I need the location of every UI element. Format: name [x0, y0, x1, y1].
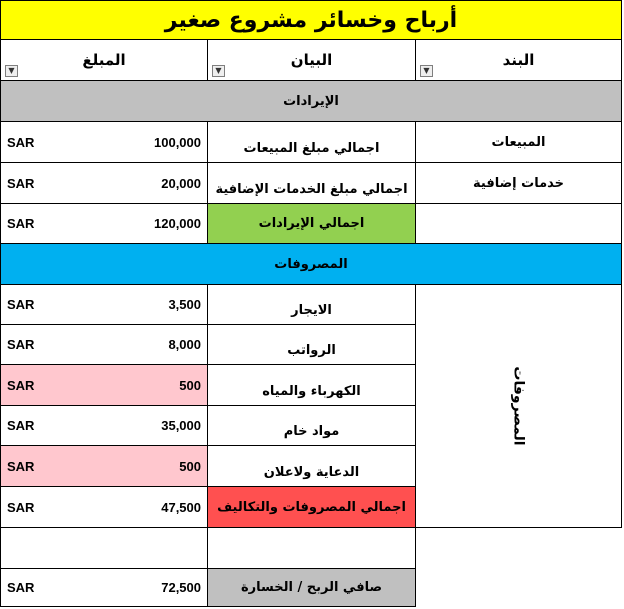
description-cell[interactable] [207, 121, 416, 163]
item-cell[interactable] [415, 162, 622, 204]
amount-value: 72,500 [161, 580, 201, 595]
currency-label: SAR [7, 297, 35, 312]
description-text: اجمالي المصروفات والتكاليف [217, 499, 406, 515]
description-text: الدعاية ولاعلان [263, 464, 360, 480]
amount-value: 120,000 [154, 216, 201, 231]
currency-label: SAR [7, 216, 35, 231]
currency-label: SAR [7, 499, 35, 515]
amount-cell[interactable] [0, 203, 208, 244]
expense-total-cell[interactable] [207, 486, 416, 528]
amount-cell[interactable] [0, 284, 208, 325]
amount-cell[interactable] [0, 364, 208, 406]
amount-value: 47,500 [161, 499, 201, 515]
expenses-item-cell[interactable] [415, 284, 622, 528]
description-cell[interactable] [207, 284, 416, 325]
amount-value: 8,000 [168, 337, 201, 352]
header-amount-label: المبلغ [82, 51, 126, 69]
description-text: الايجار [291, 303, 332, 318]
amount-value: 20,000 [161, 175, 201, 191]
sheet-title: أرباح وخسائر مشروع صغير [0, 0, 622, 40]
header-item[interactable] [415, 39, 622, 81]
description-text: الرواتب [287, 343, 336, 358]
description-cell[interactable] [207, 445, 416, 487]
amount-cell[interactable] [0, 121, 208, 163]
amount-cell[interactable] [0, 486, 208, 528]
empty-cell[interactable] [207, 527, 416, 569]
amount-cell[interactable] [0, 162, 208, 204]
amount-cell[interactable] [0, 568, 208, 607]
amount-value: 500 [179, 458, 201, 474]
filter-dropdown-icon[interactable]: ▼ [5, 65, 18, 77]
description-cell[interactable] [207, 364, 416, 406]
amount-value: 500 [179, 377, 201, 393]
revenues-section-header: الإيرادات [0, 80, 622, 122]
filter-dropdown-icon[interactable]: ▼ [420, 65, 433, 77]
header-description-label: البيان [290, 51, 333, 69]
currency-label: SAR [7, 418, 35, 433]
description-text: مواد خام [283, 424, 340, 439]
net-profit-cell[interactable] [207, 568, 416, 607]
amount-value: 3,500 [168, 297, 201, 312]
amount-value: 100,000 [154, 134, 201, 150]
description-text: الكهرباء والمياه [262, 383, 361, 399]
item-text: خدمات إضافية [473, 175, 564, 191]
header-description[interactable] [207, 39, 416, 81]
description-text: اجمالي مبلغ الخدمات الإضافية [215, 181, 408, 197]
amount-cell[interactable] [0, 405, 208, 446]
description-cell[interactable] [207, 405, 416, 446]
revenue-total-cell[interactable] [207, 203, 416, 244]
amount-value: 35,000 [161, 418, 201, 433]
currency-label: SAR [7, 377, 35, 393]
item-cell[interactable] [415, 121, 622, 163]
description-cell[interactable] [207, 162, 416, 204]
filter-dropdown-icon[interactable]: ▼ [212, 65, 225, 77]
description-cell[interactable] [207, 324, 416, 365]
item-text: المبيعات [491, 134, 546, 150]
currency-label: SAR [7, 337, 35, 352]
description-text: اجمالي الإيرادات [258, 216, 365, 231]
header-amount[interactable] [0, 39, 208, 81]
description-text: صافي الربح / الخسارة [240, 580, 383, 595]
header-item-label: البند [502, 51, 535, 69]
currency-label: SAR [7, 175, 35, 191]
empty-cell[interactable] [0, 527, 208, 569]
expenses-section-header: المصروفات [0, 243, 622, 285]
item-cell[interactable] [415, 203, 622, 244]
amount-cell[interactable] [0, 324, 208, 365]
currency-label: SAR [7, 580, 35, 595]
currency-label: SAR [7, 458, 35, 474]
currency-label: SAR [7, 134, 35, 150]
description-text: اجمالي مبلغ المبيعات [243, 140, 380, 156]
expenses-item-label: المصروفات [510, 366, 527, 446]
amount-cell[interactable] [0, 445, 208, 487]
